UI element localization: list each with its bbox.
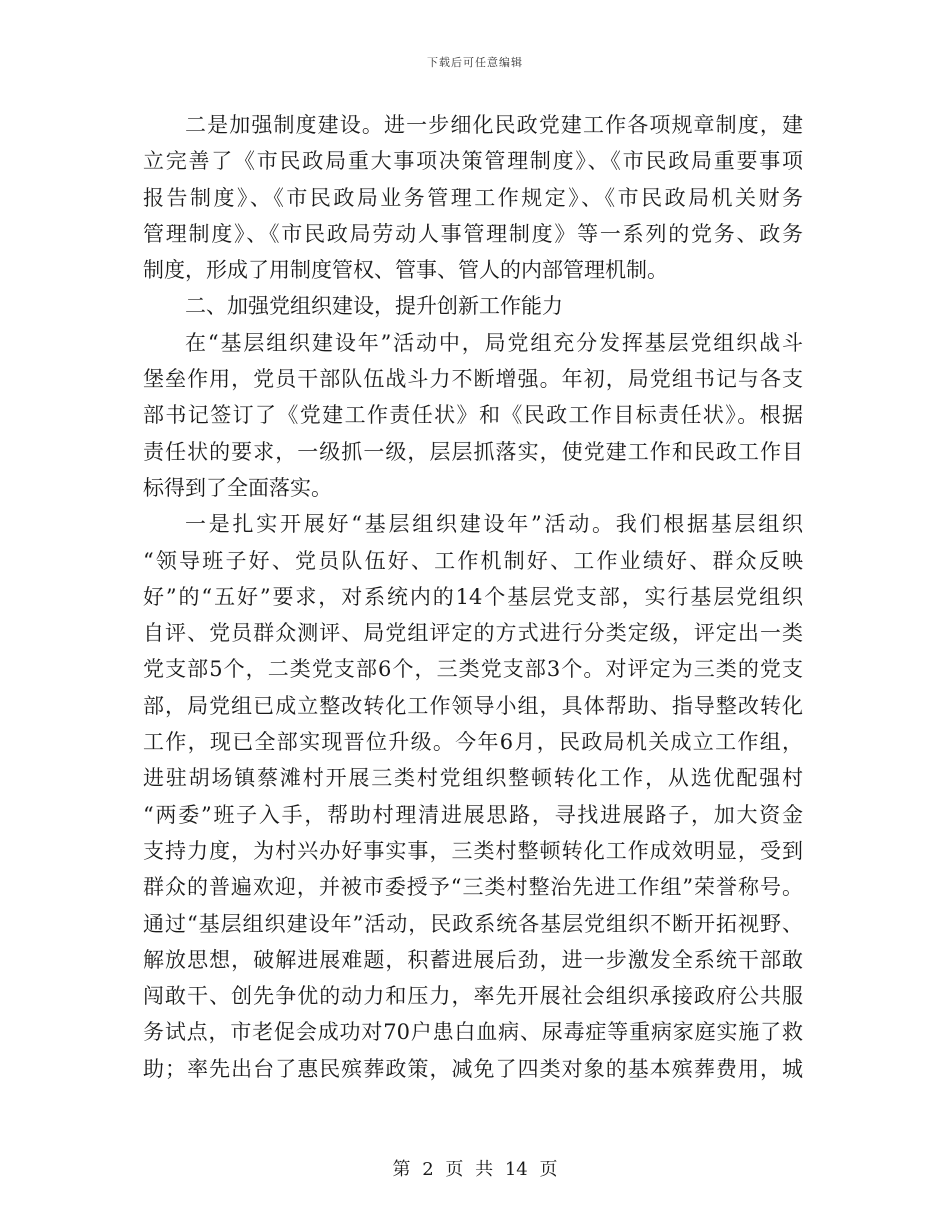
paragraph-line: 助；率先出台了惠民殡葬政策，减免了四类对象的基本殡葬费用，城 bbox=[143, 1056, 803, 1081]
paragraph-line: 管理制度》、《市民政局劳动人事管理制度》等一系列的党务、政务 bbox=[143, 221, 803, 246]
paragraph-line: 闯敢干、创先争优的动力和压力，率先开展社会组织承接政府公共服 bbox=[143, 984, 803, 1009]
paragraph-line: 解放思想，破解进展难题，积蓄进展后劲，进一步激发全系统干部敢 bbox=[143, 947, 803, 972]
paragraph-line: 标得到了全面落实。 bbox=[143, 475, 332, 500]
paragraph-line: 工作，现已全部实现晋位升级。今年6月，民政局机关成立工作组， bbox=[143, 730, 803, 755]
paragraph-line: 支持力度，为村兴办好事实事，三类村整顿转化工作成效明显，受到 bbox=[143, 838, 803, 863]
paragraph-line: 部，局党组已成立整改转化工作领导小组，具体帮助、指导整改转化 bbox=[143, 693, 803, 718]
paragraph-line: “领导班子好、党员队伍好、工作机制好、工作业绩好、群众反映 bbox=[143, 548, 803, 573]
section-heading: 二、加强党组织建设，提升创新工作能力 bbox=[185, 294, 563, 319]
paragraph-line: 群众的普遍欢迎，并被市委授予“三类村整治先进工作组”荣誉称号。 bbox=[143, 875, 803, 900]
paragraph-line: 一是扎实开展好“基层组织建设年”活动。我们根据基层组织 bbox=[185, 512, 803, 537]
paragraph-line: 好”的“五好”要求，对系统内的14个基层党支部，实行基层党组织 bbox=[143, 584, 803, 609]
paragraph-line: 堡垒作用，党员干部队伍战斗力不断增强。年初，局党组书记与各支 bbox=[143, 367, 803, 392]
document-body bbox=[143, 107, 803, 1087]
page-header-note: 下载后可任意编辑 bbox=[427, 56, 523, 69]
paragraph-line: 通过“基层组织建设年”活动，民政系统各基层党组织不断开拓视野、 bbox=[143, 911, 803, 936]
paragraph-line: 党支部5个，二类党支部6个，三类党支部3个。对评定为三类的党支 bbox=[143, 657, 803, 682]
paragraph-line: 进驻胡场镇蔡滩村开展三类村党组织整顿转化工作，从选优配强村 bbox=[143, 766, 803, 791]
paragraph-line: 制度，形成了用制度管权、管事、管人的内部管理机制。 bbox=[143, 258, 668, 283]
page-number-footer: 第 2 页 共 14 页 bbox=[392, 1159, 558, 1180]
paragraph-line: 务试点，市老促会成功对70户患白血病、尿毒症等重病家庭实施了救 bbox=[143, 1020, 803, 1045]
paragraph-line: 立完善了《市民政局重大事项决策管理制度》、《市民政局重要事项 bbox=[143, 149, 803, 174]
paragraph-line: 部书记签订了《党建工作责任状》和《民政工作目标责任状》。根据 bbox=[143, 403, 803, 428]
paragraph-line: 在“基层组织建设年”活动中，局党组充分发挥基层党组织战斗 bbox=[185, 330, 803, 355]
paragraph-line: 报告制度》、《市民政局业务管理工作规定》、《市民政局机关财务 bbox=[143, 185, 803, 210]
paragraph-line: “两委”班子入手，帮助村理清进展思路，寻找进展路子，加大资金 bbox=[143, 802, 803, 827]
paragraph-line: 责任状的要求，一级抓一级，层层抓落实，使党建工作和民政工作目 bbox=[143, 439, 803, 464]
paragraph-line: 自评、党员群众测评、局党组评定的方式进行分类定级，评定出一类 bbox=[143, 621, 803, 646]
paragraph-line: 二是加强制度建设。进一步细化民政党建工作各项规章制度，建 bbox=[185, 113, 803, 137]
